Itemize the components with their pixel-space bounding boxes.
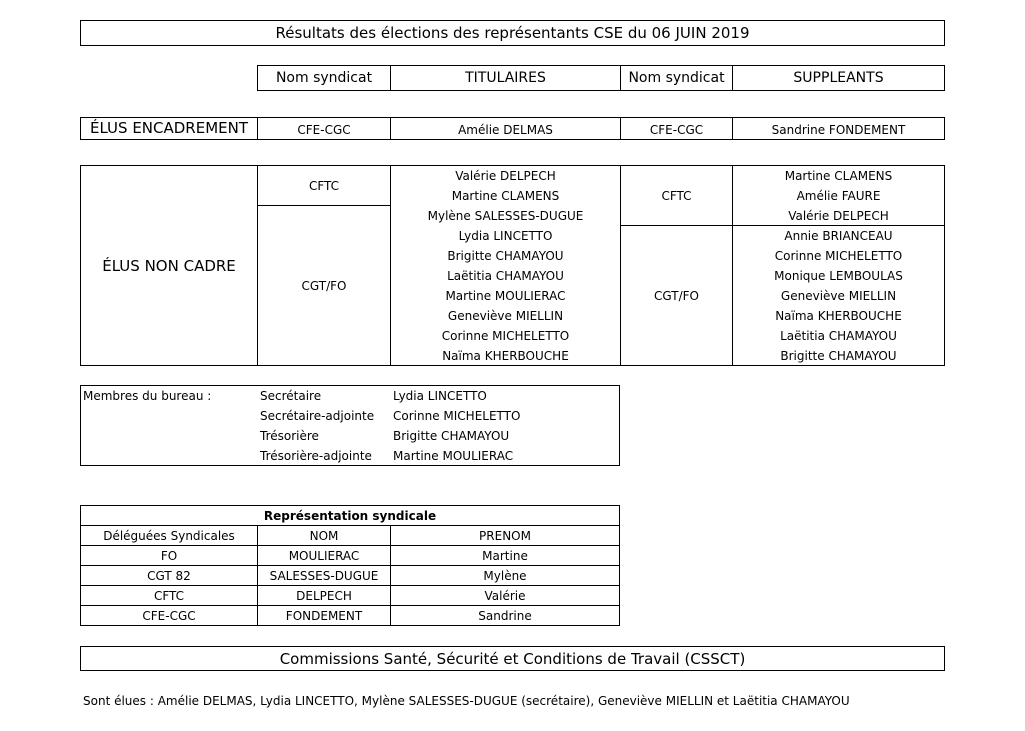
list-item: Brigitte CHAMAYOU <box>447 249 564 263</box>
list-item: Laëtitia CHAMAYOU <box>780 329 897 343</box>
list-item: Martine MOULIERAC <box>445 289 566 303</box>
list-item: Lydia LINCETTO <box>458 229 553 243</box>
list-item: Laëtitia CHAMAYOU <box>447 269 564 283</box>
table-cell: FONDEMENT <box>285 608 363 623</box>
bureau-role: Trésorière <box>260 429 319 443</box>
table-cell: Martine <box>482 548 528 563</box>
list-item: Monique LEMBOULAS <box>774 269 903 283</box>
list-item: Annie BRIANCEAU <box>784 229 893 243</box>
list-item: Valérie DELPECH <box>455 169 556 183</box>
list-item: Geneviève MIELLIN <box>780 289 897 303</box>
table-cell: Valérie <box>484 588 526 603</box>
header-syndicat-suppleants: Nom syndicat <box>628 70 725 86</box>
non-cadre-suppleants-list <box>733 166 944 366</box>
non-cadre-syndicat-suppleant-cftc: CFTC <box>661 188 692 203</box>
bureau-role: Secrétaire-adjointe <box>260 409 375 423</box>
cssct-note: Sont élues : Amélie DELMAS, Lydia LINCETTO, Mylène SALESSES-DUGUE (secrétaire), Geneviève MIELLIN et Laëtitia CHAMAYOU <box>83 694 850 708</box>
non-cadre-titulaires-list <box>391 166 620 366</box>
non-cadre-label: ÉLUS NON CADRE <box>102 256 236 275</box>
list-item: Martine CLAMENS <box>784 169 893 183</box>
list-item: Corinne MICHELETTO <box>441 329 570 343</box>
bureau-label: Membres du bureau : <box>83 389 212 403</box>
bureau-name: Lydia LINCETTO <box>393 389 487 403</box>
list-item: Corinne MICHELETTO <box>774 249 903 263</box>
non-cadre-syndicat-titulaire-cftc: CFTC <box>308 178 340 193</box>
encadrement-label: ÉLUS ENCADREMENT <box>89 119 249 137</box>
representation-title: Représentation syndicale <box>263 508 437 523</box>
table-header-nom: NOM <box>309 528 339 543</box>
non-cadre-syndicat-suppleant-cgtfo: CGT/FO <box>654 288 699 303</box>
encadrement-titulaire: Amélie DELMAS <box>458 123 553 137</box>
bureau-names <box>393 386 520 466</box>
table-cell: SALESSES-DUGUE <box>269 568 379 583</box>
table-cell: CFTC <box>153 588 185 603</box>
bureau-name: Brigitte CHAMAYOU <box>393 429 510 443</box>
bureau-roles <box>260 386 374 466</box>
table-cell: CGT 82 <box>147 568 191 583</box>
list-item: Amélie FAURE <box>796 189 881 203</box>
list-item: Naïma KHERBOUCHE <box>775 309 902 323</box>
table-cell: DELPECH <box>296 588 352 603</box>
bureau-role: Trésorière-adjointe <box>260 449 372 463</box>
non-cadre-syndicat-titulaire-cgtfo: CGT/FO <box>301 278 347 293</box>
encadrement-suppleant: Sandrine FONDEMENT <box>771 123 906 137</box>
encadrement-syndicat-suppleant: CFE-CGC <box>649 123 704 137</box>
cssct-title: Commissions Santé, Sécurité et Conditions de Travail (CSSCT) <box>80 646 945 671</box>
list-item: Valérie DELPECH <box>788 209 889 223</box>
table-cell: FO <box>160 548 178 563</box>
list-item: Mylène SALESSES-DUGUE <box>427 209 584 223</box>
table-header-delegues: Déléguées Syndicales <box>103 528 235 543</box>
bureau-role: Secrétaire <box>260 389 322 403</box>
header-suppleants: SUPPLEANTS <box>793 70 884 86</box>
header-syndicat-titulaires: Nom syndicat <box>275 70 373 86</box>
list-item: Martine CLAMENS <box>451 189 560 203</box>
list-item: Naïma KHERBOUCHE <box>442 349 569 363</box>
table-cell: MOULIERAC <box>288 548 360 563</box>
encadrement-syndicat-titulaire: CFE-CGC <box>297 123 351 137</box>
page-title: Résultats des élections des représentants CSE du 06 JUIN 2019 <box>80 20 945 46</box>
list-item: Geneviève MIELLIN <box>447 309 564 323</box>
table-header-prenom: PRENOM <box>479 528 531 543</box>
bureau-name: Corinne MICHELETTO <box>393 409 521 423</box>
table-cell: Mylène <box>483 568 527 583</box>
header-titulaires: TITULAIRES <box>465 70 546 86</box>
list-item: Brigitte CHAMAYOU <box>780 349 897 363</box>
table-cell: Sandrine <box>478 608 532 623</box>
table-cell: CFE-CGC <box>142 608 196 623</box>
bureau-name: Martine MOULIERAC <box>393 449 514 463</box>
